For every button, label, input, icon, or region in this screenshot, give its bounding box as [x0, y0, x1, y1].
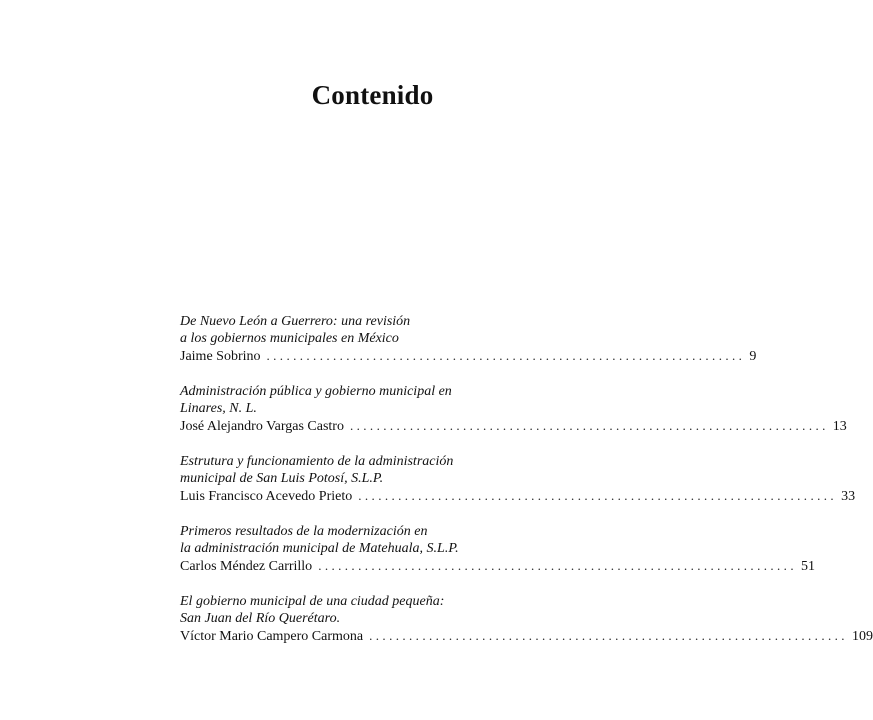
dot-leader: ........................................................................	[369, 628, 848, 643]
entry-author-row	[180, 417, 847, 435]
toc-entry	[180, 313, 757, 365]
entry-title-line: San Juan del Río Querétaro.	[180, 611, 341, 626]
entry-author: José Alejandro Vargas Castro	[180, 419, 344, 434]
entry-page-number: 109	[851, 629, 873, 644]
dot-leader: ........................................................................	[349, 418, 829, 433]
entry-author-row	[180, 627, 873, 645]
toc-entry	[180, 453, 856, 505]
entry-title	[180, 523, 518, 557]
entry-author: Carlos Méndez Carrillo	[180, 559, 313, 574]
entry-title	[180, 453, 518, 487]
entry-title	[180, 313, 518, 347]
page-title: Contenido	[311, 80, 434, 110]
table-of-contents	[180, 313, 873, 663]
entry-author: Jaime Sobrino	[180, 349, 261, 364]
entry-page-number: 13	[832, 419, 847, 434]
entry-title-line: a los gobiernos municipales en México	[180, 331, 399, 346]
dot-leader: ........................................................................	[318, 558, 797, 573]
entry-page-number: 51	[801, 559, 815, 574]
entry-title-line: Linares, N. L.	[180, 401, 257, 416]
entry-title-line: De Nuevo León a Guerrero: una revisión	[180, 314, 411, 329]
entry-page-number: 9	[749, 349, 757, 364]
entry-title-line: Administración pública y gobierno municipal en	[180, 384, 452, 399]
entry-title	[180, 593, 518, 627]
entry-title-line: municipal de San Luis Potosí, S.L.P.	[180, 471, 384, 486]
toc-entry	[180, 593, 873, 645]
dot-leader: ........................................................................	[266, 348, 746, 363]
toc-entry	[180, 523, 815, 575]
toc-entry	[180, 383, 847, 435]
entry-title-line: Estrutura y funcionamiento de la administración	[180, 454, 454, 469]
entry-title-line: la administración municipal de Matehuala, S.L.P.	[180, 541, 459, 556]
entry-author: Víctor Mario Campero Carmona	[180, 629, 364, 644]
entry-title	[180, 383, 518, 417]
entry-title-line: El gobierno municipal de una ciudad pequeña:	[180, 594, 445, 609]
dot-leader: ........................................................................	[358, 488, 838, 503]
entry-author-row	[180, 487, 856, 505]
entry-author-row	[180, 557, 815, 575]
entry-page-number: 33	[841, 489, 856, 504]
entry-author-row	[180, 347, 757, 365]
entry-author: Luis Francisco Acevedo Prieto	[180, 489, 353, 504]
entry-title-line: Primeros resultados de la modernización en	[180, 524, 428, 539]
